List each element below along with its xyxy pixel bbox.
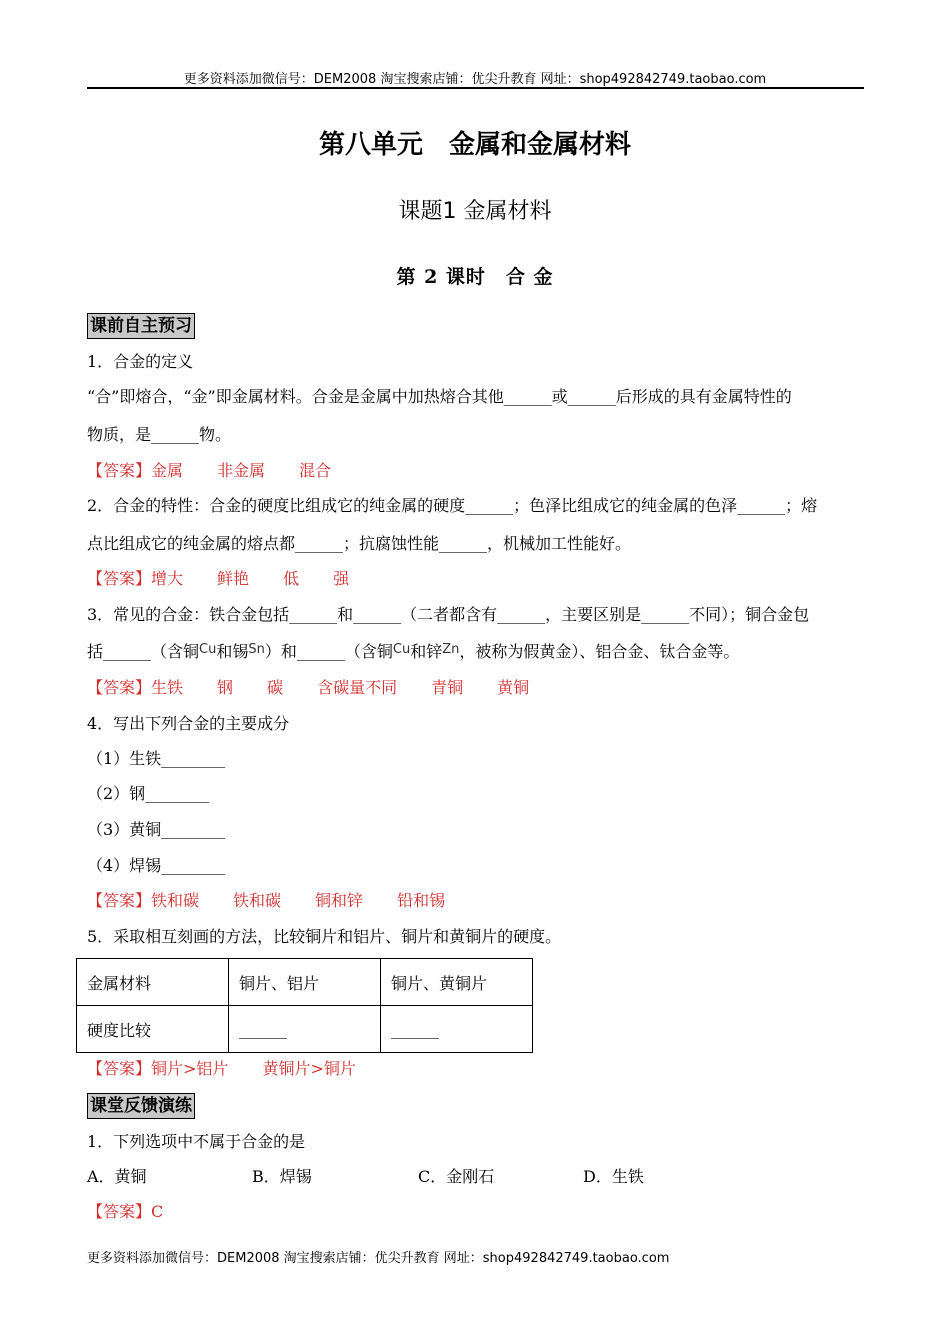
- q4-item: （1）生铁________: [87, 749, 226, 768]
- q1-line2: 物质，是______物。: [87, 425, 232, 444]
- option-c: C．金刚石: [418, 1167, 495, 1186]
- q4-heading: 4．写出下列合金的主要成分: [87, 714, 290, 733]
- q1-heading: 1．合金的定义: [87, 352, 194, 371]
- section-preview-label: 课前自主预习: [87, 313, 195, 339]
- table-cell: ______: [381, 1006, 533, 1053]
- q4-item: （2）钢________: [87, 784, 210, 803]
- q2-answer: 【答案】增大 鲜艳 低 强: [87, 569, 350, 588]
- q3-line1: 3．常见的合金：铁合金包括______和______（二者都含有______，主要区别是______不同）；铜合金包: [87, 605, 810, 624]
- q5-heading: 5．采取相互刻画的方法，比较铜片和铝片、铜片和黄铜片的硬度。: [87, 927, 562, 946]
- option-d: D．生铁: [583, 1167, 644, 1186]
- option-b: B．焊锡: [252, 1167, 312, 1186]
- q4-answer: 【答案】铁和碳 铁和碳 铜和锌 铅和锡: [87, 891, 446, 910]
- q3-answer: 【答案】生铁 钢 碳 含碳量不同 青铜 黄铜: [87, 678, 530, 697]
- p1-question: 1．下列选项中不属于合金的是: [87, 1132, 306, 1151]
- page-header: 更多资料添加微信号：DEM2008 淘宝搜索店铺：优尖升教育 网址：shop492842749.taobao.com: [183, 72, 767, 87]
- table-row: [77, 959, 533, 1006]
- table-cell: ______: [229, 1006, 381, 1053]
- q2-line2: 点比组成它的纯金属的熔点都______；抗腐蚀性能______，机械加工性能好。: [87, 534, 632, 553]
- lesson-title: 课题1 金属材料: [398, 199, 552, 224]
- q2-line1: 2．合金的特性：合金的硬度比组成它的纯金属的硬度______；色泽比组成它的纯金属的色泽______；熔: [87, 496, 818, 515]
- table-row: [77, 1006, 533, 1053]
- q4-item: （3）黄铜________: [87, 820, 226, 839]
- q3-line2: 括______（含铜$^{Cu}$和锡$^{Sn}$）和______（含铜$^{Cu}$和锌$^{Zn}$，被称为假黄金）、铝合金、钛合金等。: [87, 642, 740, 661]
- header-divider: [87, 87, 864, 89]
- hardness-table: [76, 958, 533, 1053]
- table-cell: 硬度比较: [77, 1006, 229, 1053]
- option-a: A．黄铜: [87, 1167, 147, 1186]
- p1-answer: 【答案】C: [87, 1202, 164, 1221]
- page-footer: 更多资料添加微信号：DEM2008 淘宝搜索店铺：优尖升教育 网址：shop492842749.taobao.com: [87, 1251, 670, 1266]
- table-cell: 铜片、铝片: [229, 959, 381, 1006]
- unit-title: 第八单元 金属和金属材料: [318, 130, 631, 160]
- q4-item: （4）焊锡________: [87, 856, 226, 875]
- table-cell: 金属材料: [77, 959, 229, 1006]
- q1-line1: “合”即熔合，“金”即金属材料。合金是金属中加热熔合其他______或______后形成的具有金属特性的: [87, 387, 792, 406]
- table-cell: 铜片、黄铜片: [381, 959, 533, 1006]
- section-practice-label: 课堂反馈演练: [87, 1093, 195, 1119]
- q1-answer: 【答案】金属 非金属 混合: [87, 461, 332, 480]
- period-title: 第 2 课时 合 金: [396, 266, 554, 288]
- q5-answer: 【答案】铜片>铝片 黄铜片>铜片: [87, 1059, 356, 1078]
